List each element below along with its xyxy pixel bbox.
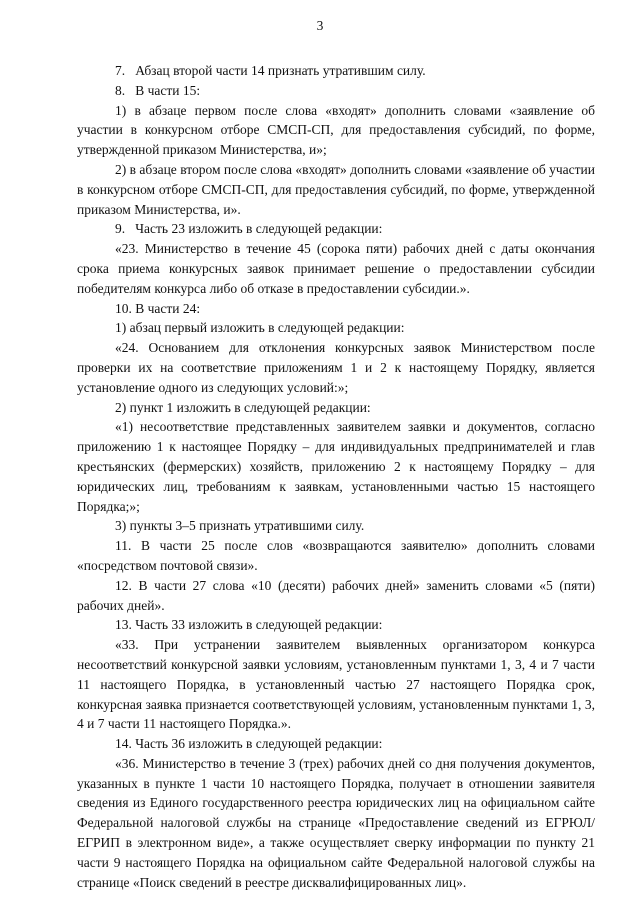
subparagraph-10-1: 1) абзац первый изложить в следующей редакции: [115,320,405,336]
subparagraph-8-1: 1) в абзаце первом после слова «входят» дополнить словами «заявление об участии в конкурсном отборе СМСП-СП, для предоставления субсидий, по форме, утвержденной приказом Министерства, и»; [77,102,595,158]
subparagraph-10-3: 3) пункты 3–5 признать утратившими силу. [115,518,365,534]
quoted-point-1: «1) несоответствие представленных заявителем заявки и документов, согласно приложению 1 к настоящее Порядку – для индивидуальных предпринимателей и глав крестьянских (фермерских) хозяйств, приложению 2 к настоящему Порядку – для юридических лиц, требованиям к заявкам, установленными частью 15 настоящего Порядка;»; [77,419,595,514]
page-number: 3 [316,18,324,33]
quoted-part-23: «23. Министерство в течение 45 (сорока пяти) рабочих дней с даты окончания срока приема конкурсных заявок принимает решение о предоставлении субсидии победителям конкурса либо об отказе в предоставлении субсидии.». [77,241,595,296]
paragraph-item-7: 7. Абзац второй части 14 признать утратившим силу. [115,63,426,78]
paragraph-item-11: 11. В части 25 после слов «возвращаются заявителю» дополнить словами «посредством почтовой связи». [77,538,595,573]
quoted-part-36: «36. Министерство в течение 3 (трех) рабочих дней со дня получения документов, указанных в пункте 1 части 10 настоящего Порядка, получает в отношении заявителя сведения из Единого государственного реестра юридических лиц на официальном сайте Федеральной налоговой службы на странице «Предоставление сведений из ЕГРЮЛ/ЕГРИП в электронном виде», а также осуществляет сверку информации по пункту 21 части 9 настоящего Порядка на официальном сайте Федеральной налоговой службы на странице «Поиск сведений в реестре дисквалифицированных лиц». [77,755,595,890]
document-body [77,61,595,892]
paragraph-item-9: 9. Часть 23 изложить в следующей редакции: [115,221,383,237]
paragraph-item-13: 13. Часть 33 изложить в следующей редакции: [115,617,383,633]
quoted-part-24: «24. Основанием для отклонения конкурсных заявок Министерством после проверки их на соответствие приложениям 1 и 2 к настоящему Порядку, является установление одного из следующих условий:»; [77,340,595,395]
paragraph-item-10: 10. В части 24: [115,300,201,316]
subparagraph-8-2: 2) в абзаце втором после слова «входят» дополнить словами «заявление об участии в конкурсном отборе СМСП-СП, для предоставления субсидий, по форме, утвержденной приказом Министерства, и». [77,161,595,217]
quoted-part-33: «33. При устранении заявителем выявленных организатором конкурса несоответствий конкурсной заявки условиям, установленным пунктами 1, 3, 4 и 7 части 11 настоящего Порядка, в установленный частью 27 настоящего Порядка срок, конкурсная заявка признается соответствующей условиям, установленным пунктами 1, 3, 4 и 7 части 11 настоящего Порядка.». [77,637,595,732]
paragraph-item-12: 12. В части 27 слова «10 (десяти) рабочих дней» заменить словами «5 (пяти) рабочих дней». [77,577,595,613]
subparagraph-10-2: 2) пункт 1 изложить в следующей редакции: [115,399,371,415]
paragraph-item-8: 8. В части 15: [115,82,201,98]
paragraph-item-14: 14. Часть 36 изложить в следующей редакции: [115,736,383,752]
